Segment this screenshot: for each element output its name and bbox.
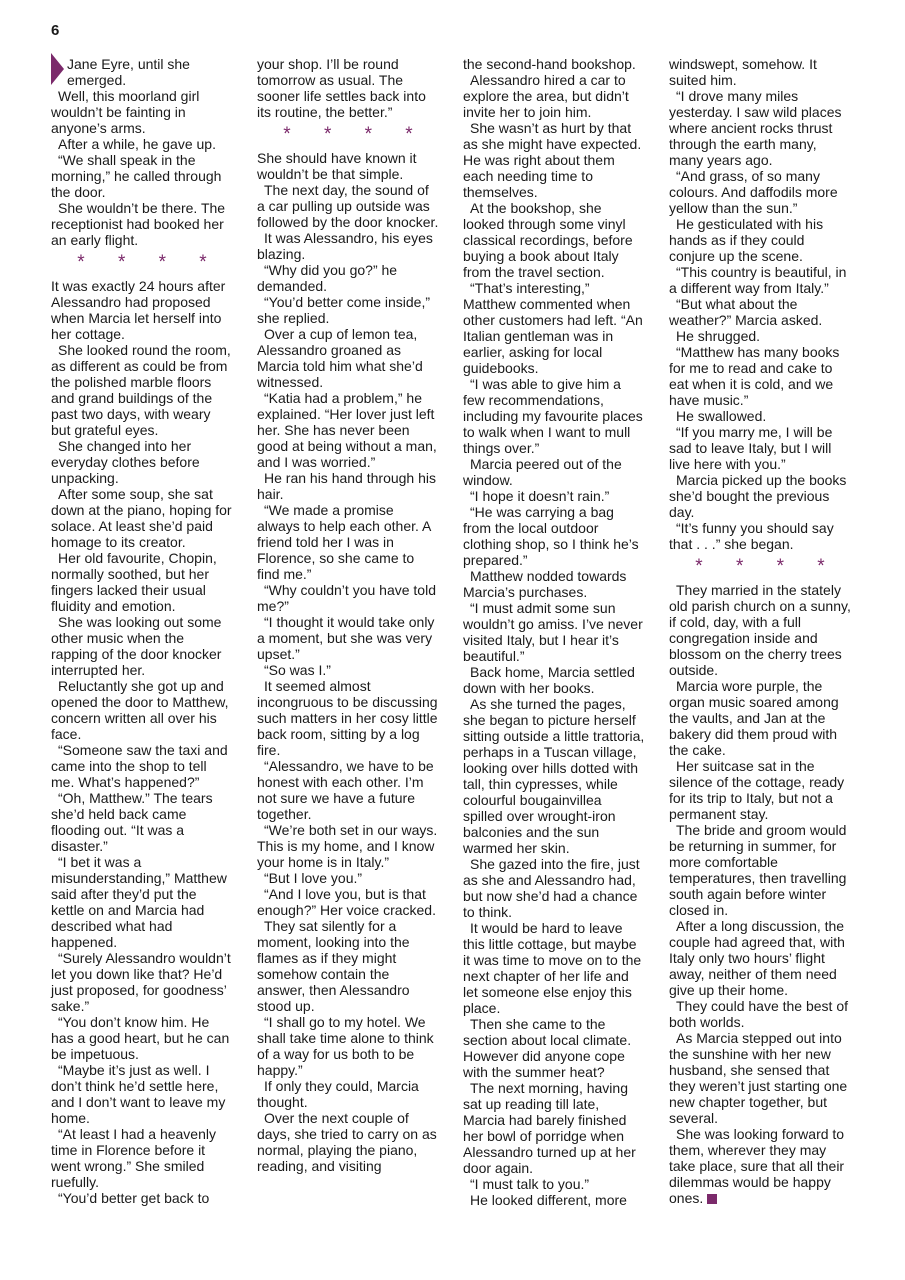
paragraph: Her suitcase sat in the silence of the cottage, ready for its trip to Italy, but not a permanent stay. (669, 758, 845, 822)
paragraph: Her old favourite, Chopin, normally soothed, but her fingers lacked their usual fluidity and emotion. (51, 550, 217, 614)
paragraph: As Marcia stepped out into the sunshine with her new husband, she sensed that they weren’t just starting one new chapter together, but several. (669, 1030, 848, 1126)
end-square-icon (707, 1194, 717, 1204)
text-column-1 (51, 56, 233, 1206)
paragraph: She looked round the room, as different as could be from the polished marble floors and grand buildings of the past two days, with weary but grateful eyes. (51, 342, 231, 438)
paragraph: “I bet it was a misunderstanding,” Matthew said after they’d put the kettle on and Marcia had described what had happened. (51, 854, 227, 950)
paragraph: “And grass, of so many colours. And daffodils more yellow than the sun.” (669, 168, 838, 216)
paragraph: As she turned the pages, she began to picture herself sitting outside a little trattoria, perhaps in a Tuscan village, looking over hills dotted with tall, thin cypresses, while colourful bougainvillea spilled over wrought-iron balconies and the sun warmed her skin. (463, 696, 645, 856)
paragraph: Alessandro hired a car to explore the area, but didn’t invite her to join him. (463, 72, 629, 120)
paragraph: “It’s funny you should say that . . .” she began. (669, 520, 834, 552)
paragraph: They married in the stately old parish church on a sunny, if cold, day, with a full congregation inside and blossom on the cherry trees outside. (669, 582, 851, 678)
paragraph: “Oh, Matthew.” The tears she’d held back came flooding out. “It was a disaster.” (51, 790, 213, 854)
text-column-4 (669, 56, 851, 1206)
paragraph: The next day, the sound of a car pulling up outside was followed by the door knocker. (257, 182, 439, 230)
section-break-stars: * * * * (283, 124, 427, 145)
paragraph-text: She was looking forward to them, wherever they may take place, sure that all their dilemmas would be happy ones. (669, 1126, 845, 1206)
paragraph: She gazed into the fire, just as she and Alessandro had, but now she’d had a chance to think. (463, 856, 640, 920)
paragraph: It was exactly 24 hours after Alessandro had proposed when Marcia let herself into her cottage. (51, 278, 226, 342)
paragraph: “Why did you go?” he demanded. (257, 262, 398, 294)
paragraph: He gesticulated with his hands as if they could conjure up the scene. (669, 216, 824, 264)
paragraph: He ran his hand through his hair. (257, 470, 436, 502)
paragraph: “Surely Alessandro wouldn’t let you down like that? He’d just proposed, for goodness’ sake.” (51, 950, 231, 1014)
paragraph: “We made a promise always to help each other. A friend told her I was in Florence, so she came to find me.” (257, 502, 431, 582)
paragraph: “That’s interesting,” Matthew commented when other customers had left. “An Italian gentleman was in earlier, asking for local guidebooks. (463, 280, 643, 376)
paragraph: “This country is beautiful, in a different way from Italy.” (669, 264, 847, 296)
closing-paragraph (669, 1126, 851, 1206)
paragraph: “I must talk to you.” (470, 1176, 590, 1192)
paragraph: “So was I.” (264, 662, 331, 678)
paragraph: She changed into her everyday clothes before unpacking. (51, 438, 200, 486)
paragraph: Marcia picked up the books she’d bought the previous day. (669, 472, 847, 520)
paragraph: “Maybe it’s just as well. I don’t think he’d settle here, and I don’t want to leave my home. (51, 1062, 226, 1126)
paragraph: “Matthew has many books for me to read and cake to eat when it is cold, and we have music.” (669, 344, 840, 408)
paragraph: She wasn’t as hurt by that as she might have expected. He was right about them each needing time to themselves. (463, 120, 642, 200)
paragraph: “I must admit some sun wouldn’t go amiss. I’ve never visited Italy, but I hear it’s beautiful.” (463, 600, 643, 664)
paragraph: The next morning, having sat up reading till late, Marcia had barely finished her bowl of porridge when Alessandro turned up at her door again. (463, 1080, 636, 1176)
paragraph: “At least I had a heavenly time in Florence before it went wrong.” She smiled ruefully. (51, 1126, 216, 1190)
paragraph: “I thought it would take only a moment, but she was very upset.” (257, 614, 435, 662)
paragraph: At the bookshop, she looked through some vinyl classical recordings, before buying a book about Italy from the travel section. (463, 200, 633, 280)
continued-triangle-icon (51, 53, 64, 85)
paragraph: your shop. I’ll be round tomorrow as usual. The sooner life settles back into its routine, the better.” (257, 56, 426, 120)
paragraph: Then she came to the section about local climate. However did anyone cope with the summer heat? (463, 1016, 632, 1080)
paragraph: Over the next couple of days, she tried to carry on as normal, playing the piano, reading, and visiting (257, 1110, 437, 1174)
continuation-paragraph (51, 56, 233, 88)
paragraph: Marcia peered out of the window. (463, 456, 622, 488)
paragraph: “You’d better come inside,” she replied. (257, 294, 431, 326)
paragraph: They could have the best of both worlds. (669, 998, 848, 1030)
paragraph-text: Jane Eyre, until she emerged. (67, 56, 190, 88)
page-number: 6 (51, 22, 60, 39)
paragraph: He shrugged. (676, 328, 761, 344)
section-break-stars: * * * * (695, 556, 839, 577)
paragraph: They sat silently for a moment, looking into the flames as if they might somehow contain the answer, then Alessandro stood up. (257, 918, 410, 1014)
paragraph: “And I love you, but is that enough?” Her voice cracked. (257, 886, 436, 918)
paragraph: “Why couldn’t you have told me?” (257, 582, 436, 614)
paragraph: It seemed almost incongruous to be discussing such matters in her cosy little back room, sitting by a log fire. (257, 678, 438, 758)
paragraph: “He was carrying a bag from the local outdoor clothing shop, so I think he’s prepared.” (463, 504, 639, 568)
paragraph: “I shall go to my hotel. We shall take time alone to think of a way for us both to be happy.” (257, 1014, 434, 1078)
paragraph: Matthew nodded towards Marcia’s purchases. (463, 568, 627, 600)
paragraph: “Alessandro, we have to be honest with each other. I’m not sure we have a future together. (257, 758, 434, 822)
paragraph: Marcia wore purple, the organ music soared among the vaults, and Jan at the bakery did them proud with the cake. (669, 678, 839, 758)
paragraph: The bride and groom would be returning in summer, for more comfortable temperatures, then travelling south again before winter closed in. (669, 822, 847, 918)
paragraph: She wouldn’t be there. The receptionist had booked her an early flight. (51, 200, 226, 248)
paragraph: If only they could, Marcia thought. (257, 1078, 419, 1110)
paragraph: He swallowed. (676, 408, 767, 424)
paragraph: “Someone saw the taxi and came into the shop to tell me. What’s happened?” (51, 742, 228, 790)
paragraph: Well, this moorland girl wouldn’t be fainting in anyone’s arms. (51, 88, 200, 136)
text-column-3 (463, 56, 645, 1208)
paragraph: “Katia had a problem,” he explained. “Her lover just left her. She has never been good at being without a man, and I was worried.” (257, 390, 437, 470)
paragraph: Reluctantly she got up and opened the door to Matthew, concern written all over his face. (51, 678, 229, 742)
paragraph: She was looking out some other music when the rapping of the door knocker interrupted her. (51, 614, 222, 678)
paragraph: Over a cup of lemon tea, Alessandro groaned as Marcia told him what she’d witnessed. (257, 326, 423, 390)
paragraph: “You’d better get back to (58, 1190, 210, 1206)
paragraph: “I drove many miles yesterday. I saw wild places where ancient rocks thrust through the earth many, many years ago. (669, 88, 842, 168)
paragraph: After a while, he gave up. (58, 136, 216, 152)
paragraph: the second-hand bookshop. (463, 56, 636, 72)
paragraph: “We shall speak in the morning,” he called through the door. (51, 152, 222, 200)
paragraph: “You don’t know him. He has a good heart, but he can be impetuous. (51, 1014, 230, 1062)
paragraph: He looked different, more (470, 1192, 627, 1208)
paragraph: windswept, somehow. It suited him. (669, 56, 817, 88)
text-column-2 (257, 56, 439, 1174)
paragraph: After some soup, she sat down at the piano, hoping for solace. At least she’d paid homage to its creator. (51, 486, 232, 550)
paragraph: It would be hard to leave this little cottage, but maybe it was time to move on to the next chapter of her life and let someone else enjoy this place. (463, 920, 642, 1016)
paragraph: “I was able to give him a few recommendations, including my favourite places to walk when I want to mull things over.” (463, 376, 643, 456)
paragraph: “I hope it doesn’t rain.” (470, 488, 610, 504)
section-break-stars: * * * * (77, 252, 221, 273)
paragraph: After a long discussion, the couple had agreed that, with Italy only two hours’ flight away, neither of them need give up their home. (669, 918, 845, 998)
paragraph: “But what about the weather?” Marcia asked. (669, 296, 823, 328)
paragraph: “But I love you.” (264, 870, 363, 886)
paragraph: It was Alessandro, his eyes blazing. (257, 230, 433, 262)
paragraph: “If you marry me, I will be sad to leave Italy, but I will live here with you.” (669, 424, 833, 472)
paragraph: Back home, Marcia settled down with her books. (463, 664, 635, 696)
paragraph: “We’re both set in our ways. This is my home, and I know your home is in Italy.” (257, 822, 438, 870)
paragraph: She should have known it wouldn’t be that simple. (257, 150, 417, 182)
